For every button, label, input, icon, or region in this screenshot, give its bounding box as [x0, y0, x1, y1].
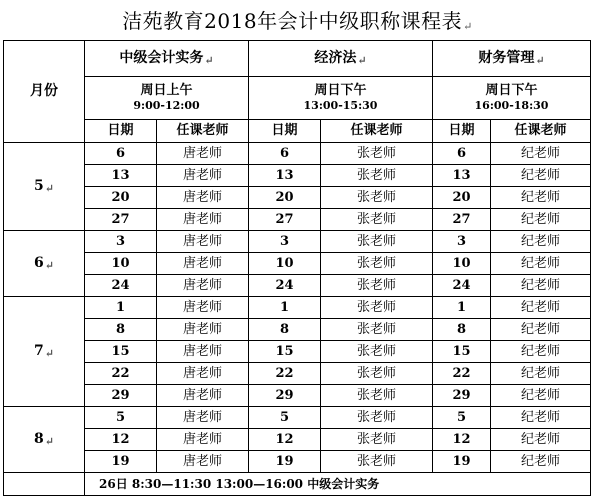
teacher-cell: 纪老师 — [491, 231, 591, 253]
session-time: 13:00-15:30 — [303, 99, 378, 113]
teacher-cell: 纪老师 — [491, 341, 591, 363]
teacher-cell: 唐老师 — [157, 275, 249, 297]
teacher-cell: 张老师 — [321, 143, 433, 165]
date-cell: 20 — [433, 187, 491, 209]
date-cell: 3 — [85, 231, 157, 253]
date-cell: 10 — [433, 253, 491, 275]
date-cell: 22 — [249, 363, 321, 385]
date-cell: 24 — [249, 275, 321, 297]
subject-header-accounting: 中级会计实务↵ — [85, 41, 249, 77]
schedule-row — [4, 319, 591, 341]
date-cell: 1 — [85, 297, 157, 319]
date-cell: 12 — [85, 429, 157, 451]
date-cell: 13 — [85, 165, 157, 187]
date-cell: 13 — [433, 165, 491, 187]
paragraph-mark: ↵ — [44, 258, 54, 272]
teacher-cell: 唐老师 — [157, 385, 249, 407]
teacher-cell: 张老师 — [321, 231, 433, 253]
date-cell: 12 — [249, 429, 321, 451]
schedule-table — [3, 40, 591, 496]
subject-header-row — [4, 41, 591, 77]
date-cell: 5 — [85, 407, 157, 429]
date-cell: 22 — [433, 363, 491, 385]
date-cell: 6 — [85, 143, 157, 165]
date-cell: 8 — [433, 319, 491, 341]
schedule-row — [4, 209, 591, 231]
date-cell: 6 — [433, 143, 491, 165]
date-cell: 19 — [433, 451, 491, 473]
month-column-header: 月份 — [4, 41, 85, 143]
month-cell — [4, 231, 85, 297]
session-law: 周日下午 13:00-15:30 — [249, 76, 433, 119]
paragraph-mark: ↵ — [44, 181, 54, 195]
schedule-row — [4, 253, 591, 275]
date-cell: 20 — [85, 187, 157, 209]
teacher-cell: 张老师 — [321, 165, 433, 187]
teacher-cell: 纪老师 — [491, 385, 591, 407]
date-cell: 1 — [249, 297, 321, 319]
subject-header-finance: 财务管理↵ — [433, 41, 591, 77]
date-cell: 13 — [249, 165, 321, 187]
date-header: 日期 — [85, 119, 157, 143]
schedule-row — [4, 429, 591, 451]
session-accounting: 周日上午 9:00-12:00 — [85, 76, 249, 119]
teacher-cell: 张老师 — [321, 297, 433, 319]
schedule-row — [4, 341, 591, 363]
month-label: 5 — [34, 177, 44, 194]
date-header: 日期 — [433, 119, 491, 143]
schedule-row — [4, 143, 591, 165]
date-cell: 27 — [249, 209, 321, 231]
teacher-header: 任课老师 — [321, 119, 433, 143]
teacher-cell: 唐老师 — [157, 209, 249, 231]
teacher-cell: 纪老师 — [491, 451, 591, 473]
date-cell: 10 — [249, 253, 321, 275]
teacher-cell: 张老师 — [321, 451, 433, 473]
teacher-cell: 唐老师 — [157, 451, 249, 473]
date-cell: 5 — [249, 407, 321, 429]
schedule-row — [4, 407, 591, 429]
teacher-cell: 唐老师 — [157, 187, 249, 209]
teacher-cell: 张老师 — [321, 407, 433, 429]
date-cell: 1 — [433, 297, 491, 319]
date-cell: 29 — [85, 385, 157, 407]
schedule-row — [4, 363, 591, 385]
teacher-cell: 纪老师 — [491, 407, 591, 429]
date-cell: 5 — [433, 407, 491, 429]
teacher-cell: 张老师 — [321, 253, 433, 275]
schedule-row — [4, 385, 591, 407]
teacher-cell: 唐老师 — [157, 429, 249, 451]
teacher-cell: 张老师 — [321, 209, 433, 231]
teacher-cell: 纪老师 — [491, 297, 591, 319]
date-cell: 24 — [85, 275, 157, 297]
schedule-row — [4, 165, 591, 187]
month-label: 8 — [34, 430, 44, 447]
teacher-cell: 唐老师 — [157, 363, 249, 385]
teacher-cell: 唐老师 — [157, 253, 249, 275]
teacher-cell: 张老师 — [321, 187, 433, 209]
date-cell: 3 — [433, 231, 491, 253]
date-cell: 8 — [249, 319, 321, 341]
month-label: 6 — [34, 254, 44, 271]
session-time: 9:00-12:00 — [133, 99, 200, 113]
teacher-cell: 纪老师 — [491, 319, 591, 341]
teacher-cell: 纪老师 — [491, 253, 591, 275]
date-cell: 15 — [85, 341, 157, 363]
teacher-cell: 唐老师 — [157, 231, 249, 253]
date-cell: 22 — [85, 363, 157, 385]
teacher-cell: 张老师 — [321, 341, 433, 363]
date-cell: 15 — [433, 341, 491, 363]
teacher-cell: 纪老师 — [491, 429, 591, 451]
date-cell: 27 — [85, 209, 157, 231]
teacher-cell: 唐老师 — [157, 297, 249, 319]
teacher-cell: 唐老师 — [157, 165, 249, 187]
teacher-cell: 纪老师 — [491, 187, 591, 209]
month-label: 7 — [34, 342, 44, 359]
date-header: 日期 — [249, 119, 321, 143]
teacher-cell: 张老师 — [321, 319, 433, 341]
teacher-cell: 纪老师 — [491, 275, 591, 297]
teacher-cell: 张老师 — [321, 363, 433, 385]
teacher-cell: 纪老师 — [491, 209, 591, 231]
schedule-row — [4, 297, 591, 319]
date-cell: 3 — [249, 231, 321, 253]
date-cell: 27 — [433, 209, 491, 231]
teacher-cell: 纪老师 — [491, 363, 591, 385]
teacher-cell: 唐老师 — [157, 319, 249, 341]
session-row — [4, 76, 591, 119]
teacher-cell: 唐老师 — [157, 143, 249, 165]
date-cell: 19 — [85, 451, 157, 473]
date-cell: 8 — [85, 319, 157, 341]
teacher-cell: 张老师 — [321, 385, 433, 407]
footer-row — [4, 473, 591, 496]
date-cell: 20 — [249, 187, 321, 209]
date-cell: 29 — [433, 385, 491, 407]
date-cell: 6 — [249, 143, 321, 165]
column-header-row — [4, 119, 591, 143]
paragraph-mark: ↵ — [44, 346, 54, 360]
date-cell: 15 — [249, 341, 321, 363]
footer-blank-cell — [4, 473, 85, 496]
schedule-row — [4, 451, 591, 473]
teacher-cell: 唐老师 — [157, 407, 249, 429]
teacher-header: 任课老师 — [491, 119, 591, 143]
date-cell: 10 — [85, 253, 157, 275]
teacher-cell: 纪老师 — [491, 165, 591, 187]
teacher-cell: 张老师 — [321, 429, 433, 451]
date-cell: 12 — [433, 429, 491, 451]
schedule-row — [4, 275, 591, 297]
teacher-cell: 纪老师 — [491, 143, 591, 165]
paragraph-mark: ↵ — [44, 434, 54, 448]
month-cell — [4, 143, 85, 231]
footer-note: 26日 8:30—11:30 13:00—16:00 中级会计实务 — [85, 473, 591, 496]
schedule-row — [4, 231, 591, 253]
teacher-cell: 唐老师 — [157, 341, 249, 363]
date-cell: 24 — [433, 275, 491, 297]
teacher-cell: 张老师 — [321, 275, 433, 297]
month-cell — [4, 297, 85, 407]
page-title: 洁苑教育2018年会计中级职称课程表↵ — [122, 9, 473, 33]
session-finance: 周日下午 16:00-18:30 — [433, 76, 591, 119]
date-cell: 19 — [249, 451, 321, 473]
month-cell — [4, 407, 85, 473]
date-cell: 29 — [249, 385, 321, 407]
subject-header-law: 经济法↵ — [249, 41, 433, 77]
teacher-header: 任课老师 — [157, 119, 249, 143]
session-time: 16:00-18:30 — [474, 99, 549, 113]
schedule-row — [4, 187, 591, 209]
paragraph-mark: ↵ — [463, 20, 473, 33]
